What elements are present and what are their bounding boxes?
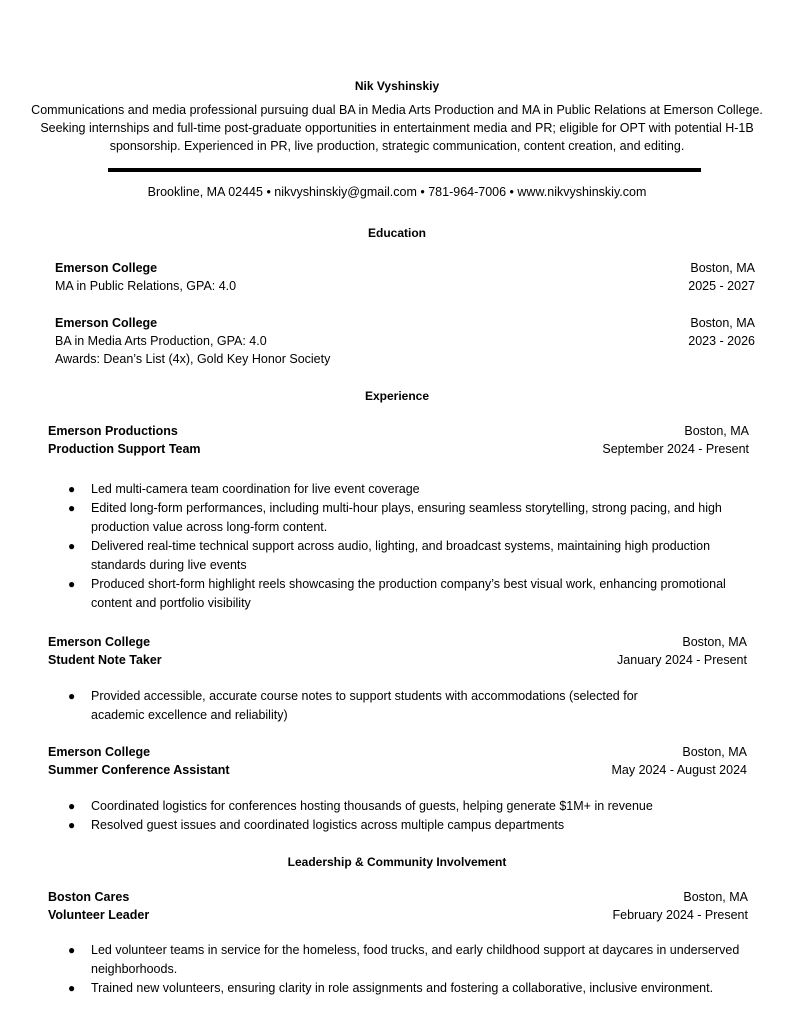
entry-location: Boston, MA — [683, 890, 748, 904]
bullet-list — [48, 687, 688, 725]
education-entry — [55, 259, 755, 295]
header-divider — [108, 168, 701, 172]
contact-phone: 781-964-7006 — [428, 185, 507, 199]
list-item: ● Produced short-form highlight reels showcasing the production company’s best visual work, enhancing promotional content and portfolio visibility — [68, 577, 726, 610]
contact-line — [0, 184, 794, 200]
bullet-icon: ● — [68, 799, 76, 813]
entry-org: Emerson College — [48, 745, 151, 759]
entry-dates: September 2024 - Present — [602, 442, 749, 456]
entry-location: Boston, MA — [690, 316, 755, 330]
contact-location: Brookline, MA 02445 — [147, 185, 263, 199]
list-item: ● Edited long-form performances, including multi-hour plays, ensuring seamless storytelling, strong pacing, and high production value across long-form content. — [68, 501, 722, 534]
entry-role: Summer Conference Assistant — [48, 763, 230, 777]
list-item: ● Resolved guest issues and coordinated logistics across multiple campus departments — [48, 816, 753, 835]
bullet-list — [48, 797, 753, 835]
entry-location: Boston, MA — [690, 261, 755, 275]
resume-name: Nik Vyshinskiy — [354, 79, 440, 93]
bullet-icon: ● — [68, 689, 76, 703]
list-item: ● Led multi-camera team coordination for live event coverage — [48, 480, 753, 499]
experience-entry — [48, 422, 749, 458]
list-item: ● Delivered real-time technical support across audio, lighting, and broadcast systems, maintaining high production standards during live events — [68, 539, 711, 572]
bullet-list — [48, 480, 753, 613]
bullet-icon: ● — [68, 482, 76, 496]
bullet-icon: ● — [68, 981, 76, 995]
entry-org: Emerson Productions — [48, 424, 178, 438]
entry-org: Boston Cares — [48, 890, 130, 904]
contact-separator: • — [506, 185, 518, 199]
experience-entry — [48, 633, 747, 669]
leadership-heading: Leadership & Community Involvement — [287, 855, 507, 869]
experience-entry — [48, 743, 747, 779]
education-heading: Education — [367, 226, 426, 240]
list-item: ● Coordinated logistics for conferences hosting thousands of guests, helping generate $1M+ in revenue — [48, 797, 753, 816]
entry-degree: BA in Media Arts Production, GPA: 4.0 — [55, 334, 267, 348]
entry-role: Volunteer Leader — [48, 908, 150, 922]
list-item: ● Provided accessible, accurate course notes to support students with accommodations (selected for academic excellence and reliability) — [68, 689, 638, 722]
bullet-icon: ● — [68, 501, 76, 515]
entry-dates: 2025 - 2027 — [688, 279, 755, 293]
bullet-icon: ● — [68, 818, 76, 832]
entry-dates: 2023 - 2026 — [688, 334, 755, 348]
experience-heading: Experience — [364, 389, 430, 403]
entry-dates: February 2024 - Present — [612, 908, 748, 922]
entry-dates: May 2024 - August 2024 — [611, 763, 747, 777]
contact-separator: • — [416, 185, 429, 199]
entry-awards: Awards: Dean’s List (4x), Gold Key Honor Society — [55, 352, 331, 366]
education-entry — [55, 314, 755, 368]
entry-role: Production Support Team — [48, 442, 201, 456]
summary-paragraph: Communications and media professional pursuing dual BA in Media Arts Production and MA in Public Relations at Emerson College. Seeking internships and full-time post-graduate opportunities in entertainment media and PR; eligible for OPT with potential H-1B sponsorship. Experienced in PR, live production, strategic communication, content creation, and editing. — [31, 103, 763, 153]
list-item: ● Led volunteer teams in service for the homeless, food trucks, and early childhood support at daycares in underserved neighborhoods. — [68, 943, 740, 976]
entry-role: Student Note Taker — [48, 653, 162, 667]
entry-dates: January 2024 - Present — [617, 653, 747, 667]
entry-org: Emerson College — [55, 261, 158, 275]
contact-separator: • — [262, 185, 275, 199]
contact-email[interactable]: nikvyshinskiy@gmail.com — [274, 185, 417, 199]
list-item: ● Trained new volunteers, ensuring clarity in role assignments and fostering a collaborative, inclusive environment. — [48, 979, 758, 998]
contact-website[interactable]: www.nikvyshinskiy.com — [517, 185, 647, 199]
entry-org: Emerson College — [55, 316, 158, 330]
leadership-entry — [48, 888, 748, 924]
entry-degree: MA in Public Relations, GPA: 4.0 — [55, 279, 237, 293]
entry-location: Boston, MA — [682, 635, 747, 649]
entry-org: Emerson College — [48, 635, 151, 649]
bullet-icon: ● — [68, 577, 76, 591]
entry-location: Boston, MA — [684, 424, 749, 438]
bullet-icon: ● — [68, 943, 76, 957]
bullet-icon: ● — [68, 539, 76, 553]
entry-location: Boston, MA — [682, 745, 747, 759]
bullet-list — [48, 941, 758, 998]
